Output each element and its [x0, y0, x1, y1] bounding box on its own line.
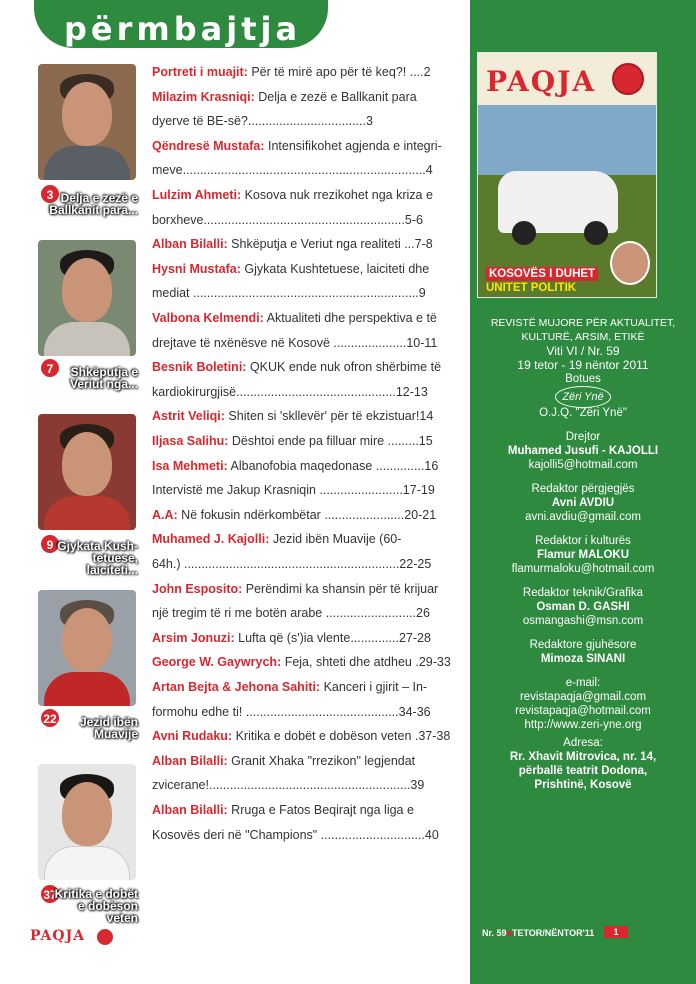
toc-entry — [152, 527, 460, 551]
photo-kajolli — [38, 590, 136, 706]
toc-author: John Esposito: — [152, 581, 243, 596]
lang-label: Redaktore gjuhësore — [529, 639, 637, 651]
toc-entry — [152, 724, 460, 748]
toc-entry — [152, 798, 460, 822]
toc-title: Intensifikohet agjenda e integri- — [264, 138, 442, 153]
toc-entry — [152, 675, 460, 699]
toc-title: drejtave të nxënësve në Kosovë — [152, 335, 330, 350]
director-name: Muhamed Jusufi - KAJOLLI — [507, 445, 659, 457]
toc-title: Kosovës deri në "Champions" — [152, 827, 318, 842]
cover-logo: PAQJA — [486, 65, 597, 98]
toc-page: 16 — [424, 458, 439, 473]
toc-entry — [152, 331, 460, 355]
photo-page-badge: 22 — [40, 708, 60, 728]
tech-label: Redaktor teknik/Grafika — [522, 587, 644, 599]
masthead-info — [474, 316, 692, 792]
photo-mustafa — [38, 414, 136, 530]
cover-portrait — [610, 241, 650, 285]
toc-page: 37-38 — [418, 729, 451, 744]
photo-caption-line: Gjykata Kush- — [57, 539, 138, 553]
toc-title: kardiokirurgjisë — [152, 384, 237, 399]
toc-dots: ................................................................. — [189, 286, 419, 301]
toc-entry — [152, 158, 460, 182]
toc-author: Milazim Krasniqi: — [152, 89, 255, 104]
toc-page: 4 — [425, 163, 433, 178]
tech-email: osmangashi@msn.com — [522, 615, 644, 627]
toc-author: George W. Gaywrych: — [152, 655, 282, 670]
toc-title: Rruga e Fatos Beqirajt nga liga e — [227, 803, 414, 817]
photo-bilalli — [38, 240, 136, 356]
director-email: kajolli5@hotmail.com — [528, 459, 638, 471]
globe-icon — [97, 929, 113, 945]
toc-title: formohu edhe ti! — [152, 704, 243, 719]
toc-title: Kanceri i gjirit – In- — [320, 680, 428, 694]
toc-page: 22-25 — [399, 557, 432, 571]
toc-title: Gjykata Kushtetuese, laiciteti dhe — [240, 261, 430, 276]
toc-dots: .... — [406, 65, 424, 79]
toc-entry — [152, 281, 460, 305]
photo-caption-line: Kritika e dobët — [54, 887, 138, 901]
toc-page: 34-36 — [398, 704, 431, 719]
toc-page: 2 — [423, 65, 431, 79]
toc-page: 39 — [410, 778, 425, 793]
toc-dots: .............................................................. — [180, 557, 400, 571]
toc-entry — [152, 380, 460, 404]
toc-entry — [152, 429, 460, 453]
toc-entry — [152, 552, 460, 576]
photo-caption — [44, 366, 138, 390]
photo-rudaku — [38, 764, 136, 880]
toc-entry — [152, 823, 460, 847]
toc-author: Alban Bilalli: — [152, 803, 228, 817]
toc-title: Jezid ibën Muavije (60- — [269, 532, 402, 547]
toc-author: A.A: — [152, 507, 178, 522]
page-title: përmbajtja — [64, 10, 302, 48]
toc-dots: ......... — [384, 434, 419, 448]
toc-dots: .............................................. — [236, 384, 396, 399]
toc-author: Alban Bilalli: — [152, 237, 228, 252]
photo-caption-line: e dobëson veten — [77, 899, 138, 925]
culture-email: flamurmaloku@hotmail.com — [511, 563, 655, 575]
photo-krasniqi — [38, 64, 136, 180]
lang-name: Mimoza SINANI — [540, 653, 626, 665]
toc-author: Artan Bejta & Jehona Sahiti: — [152, 680, 321, 694]
toc-page: 5-6 — [404, 212, 423, 227]
footer-issue: Nr. 59■TETOR/NËNTOR'11 — [482, 928, 595, 938]
toc-author: Muhamed J. Kajolli: — [152, 532, 270, 547]
toc-page: 17-19 — [402, 483, 435, 498]
address-line: Prishtinë, Kosovë — [534, 779, 632, 791]
toc-page: 27-28 — [398, 630, 431, 645]
toc-author: Besnik Boletini: — [152, 360, 247, 375]
toc-title: Albanofobia maqedonase — [227, 458, 373, 473]
toc-dots: ....................... — [320, 507, 405, 522]
photo-page-badge: 3 — [40, 184, 60, 204]
photo-caption — [44, 192, 138, 216]
page-number: 1 — [604, 926, 628, 938]
toc-page: 3 — [365, 114, 373, 129]
photo-caption-line: Delja e zezë e — [60, 191, 138, 205]
photo-caption-line: tetuese, laiciteti... — [86, 551, 138, 577]
toc-dots: .......................................................... — [208, 778, 411, 793]
toc-dots: .............................. — [317, 827, 425, 842]
toc-title: një tregim të ri me botën arabe — [152, 606, 323, 621]
toc-entry — [152, 306, 460, 330]
toc-title: Aktualiteti dhe perspektiva e të — [263, 311, 437, 325]
email-address: revistapaqja@hotmail.com — [515, 705, 651, 717]
email-address: revistapaqja@gmail.com — [519, 691, 647, 703]
toc-page: 7-8 — [414, 237, 433, 252]
toc-entry — [152, 404, 460, 428]
toc-dots: ...................................................................... — [182, 163, 426, 178]
toc-page: 20-21 — [404, 507, 437, 522]
toc-dots: . — [411, 655, 419, 670]
publisher-label: Botues — [565, 373, 601, 385]
toc-entry — [152, 626, 460, 650]
website-link: http://www.zeri-yne.org — [524, 719, 642, 731]
toc-page: 40 — [424, 827, 439, 842]
toc-dots: .............. — [372, 458, 425, 473]
photo-caption-line: Veriut nga... — [69, 377, 138, 391]
issue-dates: 19 tetor - 19 nëntor 2011 — [517, 358, 649, 372]
toc-entry — [152, 773, 460, 797]
toc-dots: . — [411, 729, 419, 744]
toc-title: Feja, shteti dhe atdheu — [281, 655, 412, 670]
toc-title: mediat — [152, 286, 190, 301]
toc-dots: ........................ — [315, 483, 403, 498]
photo-caption-line: Jezid ibën — [79, 715, 138, 729]
toc-entry — [152, 208, 460, 232]
photo-caption-line: Ballkanit para... — [49, 203, 138, 217]
globe-icon — [612, 63, 644, 95]
toc-title: borxheve — [152, 212, 204, 227]
photo-page-badge: 9 — [40, 534, 60, 554]
address-label: Adresa: — [563, 737, 603, 749]
toc-title: Shiten si 'skllevër' për të ekzistuar! — [224, 409, 420, 424]
toc-author: Portreti i muajit: — [152, 65, 248, 79]
toc-author: Valbona Kelmendi: — [152, 311, 264, 325]
publisher-name: O.J.Q. "Zëri Ynë" — [539, 407, 627, 419]
toc-entry — [152, 478, 460, 502]
toc-title: Në fokusin ndërkombëtar — [177, 507, 321, 522]
toc-title: zvicerane! — [152, 778, 209, 793]
toc-entry — [152, 577, 460, 601]
toc-page: 10-11 — [406, 335, 438, 350]
toc-dots: .......................................................... — [203, 212, 405, 227]
toc-dots: ... — [400, 237, 415, 252]
photo-caption — [44, 540, 138, 576]
toc-title: Lufta që (s')ia vlente — [234, 630, 351, 645]
toc-author: Lulzim Ahmeti: — [152, 188, 242, 202]
toc-title: Intervistë me Jakup Krasniqin — [152, 483, 316, 498]
toc-page: 26 — [416, 606, 430, 621]
toc-entry — [152, 60, 460, 84]
cover-headline: UNITET POLITIK — [486, 282, 577, 294]
toc-title: QKUK ende nuk ofron shërbime të — [246, 360, 442, 375]
toc-dots: .......................... — [322, 606, 417, 621]
toc-page: 9 — [418, 286, 426, 301]
toc-page: 14 — [419, 409, 434, 424]
toc-entry — [152, 109, 460, 133]
toc-entry — [152, 85, 460, 109]
toc-title: Granit Xhaka "rrezikon" legjendat — [227, 753, 416, 768]
editor-email: avni.avdiu@gmail.com — [525, 511, 641, 523]
photo-caption-line: Shkëputja e — [70, 365, 138, 379]
toc-entry — [152, 355, 460, 379]
photo-page-badge: 7 — [40, 358, 60, 378]
address-line: përballë teatrit Dodona, — [518, 765, 648, 777]
toc-entry — [152, 700, 460, 724]
photo-caption-line: Muavije — [93, 727, 138, 741]
toc-dots: ............................................ — [242, 704, 399, 719]
toc-author: Avni Rudaku: — [152, 729, 233, 744]
toc-entry — [152, 503, 460, 527]
tagline: REVISTË MUJORE PËR AKTUALITET, — [490, 317, 676, 329]
toc-title: Shkëputja e Veriut nga realiteti — [227, 237, 401, 252]
cover-headline: KOSOVËS I DUHET — [486, 267, 598, 281]
footer-month: TETOR/NËNTOR'11 — [511, 928, 595, 938]
issue-number: Viti VI / Nr. 59 — [546, 344, 620, 358]
tagline: KULTURË, ARSIM, ETIKË — [521, 331, 645, 343]
toc-entry — [152, 749, 460, 773]
toc-title: Dështoi ende pa filluar mire — [228, 434, 385, 448]
toc-author: Arsim Jonuzi: — [152, 630, 235, 645]
tech-name: Osman D. GASHI — [536, 601, 630, 613]
toc-entry — [152, 601, 460, 625]
footer-issue-ref: Nr. 59 — [482, 928, 507, 938]
toc-dots: .............. — [350, 630, 399, 645]
toc-entry — [152, 183, 460, 207]
photo-caption — [44, 888, 138, 924]
toc-author: Iljasa Salihu: — [152, 434, 229, 448]
editor-label: Redaktor përgjegjës — [531, 483, 635, 495]
toc-entry — [152, 650, 460, 674]
toc-entry — [152, 232, 460, 256]
toc-author: Alban Bilalli: — [152, 753, 228, 768]
culture-name: Flamur MALOKU — [537, 549, 629, 561]
toc-page: 29-33 — [418, 655, 451, 670]
toc-entry — [152, 454, 460, 478]
toc-title: Delja e zezë e Ballkanit para — [254, 89, 417, 104]
toc-title: Perëndimi ka shansin për të krijuar — [242, 581, 439, 596]
toc-page: 12-13 — [395, 384, 428, 399]
toc-author: Isa Mehmeti: — [152, 458, 228, 473]
toc-author: Hysni Mustafa: — [152, 261, 241, 276]
toc-author: Astrit Veliqi: — [152, 409, 225, 424]
photo-page-badge: 37 — [40, 884, 60, 904]
footer-logo: PAQJA — [30, 928, 86, 944]
toc-title: Kritika e dobët e dobëson veten — [232, 729, 412, 744]
toc-title: Për të mirë apo për të keq?! — [247, 65, 407, 79]
cover-image — [477, 52, 657, 298]
toc-title: Kosova nuk rrezikohet nga kriza e — [241, 188, 433, 202]
toc-title: 64h.) — [152, 557, 181, 571]
toc-dots: ..................... — [329, 335, 407, 350]
toc-author: Qëndresë Mustafa: — [152, 138, 265, 153]
toc-entry — [152, 257, 460, 281]
toc-title: dyerve të BE-së? — [152, 114, 248, 129]
email-label: e-mail: — [565, 677, 601, 689]
editor-name: Avni AVDIU — [551, 497, 615, 509]
address-line: Rr. Xhavit Mitrovica, nr. 14, — [509, 751, 657, 763]
director-label: Drejtor — [565, 431, 601, 443]
publisher-logo: Zëri Ynë — [555, 386, 610, 408]
toc-title: meve — [152, 163, 183, 178]
toc-dots: .................................. — [247, 114, 366, 129]
photo-caption — [44, 716, 138, 740]
culture-label: Redaktor i kulturës — [535, 535, 631, 547]
toc-page: 15 — [418, 434, 433, 448]
toc-entry — [152, 134, 460, 158]
